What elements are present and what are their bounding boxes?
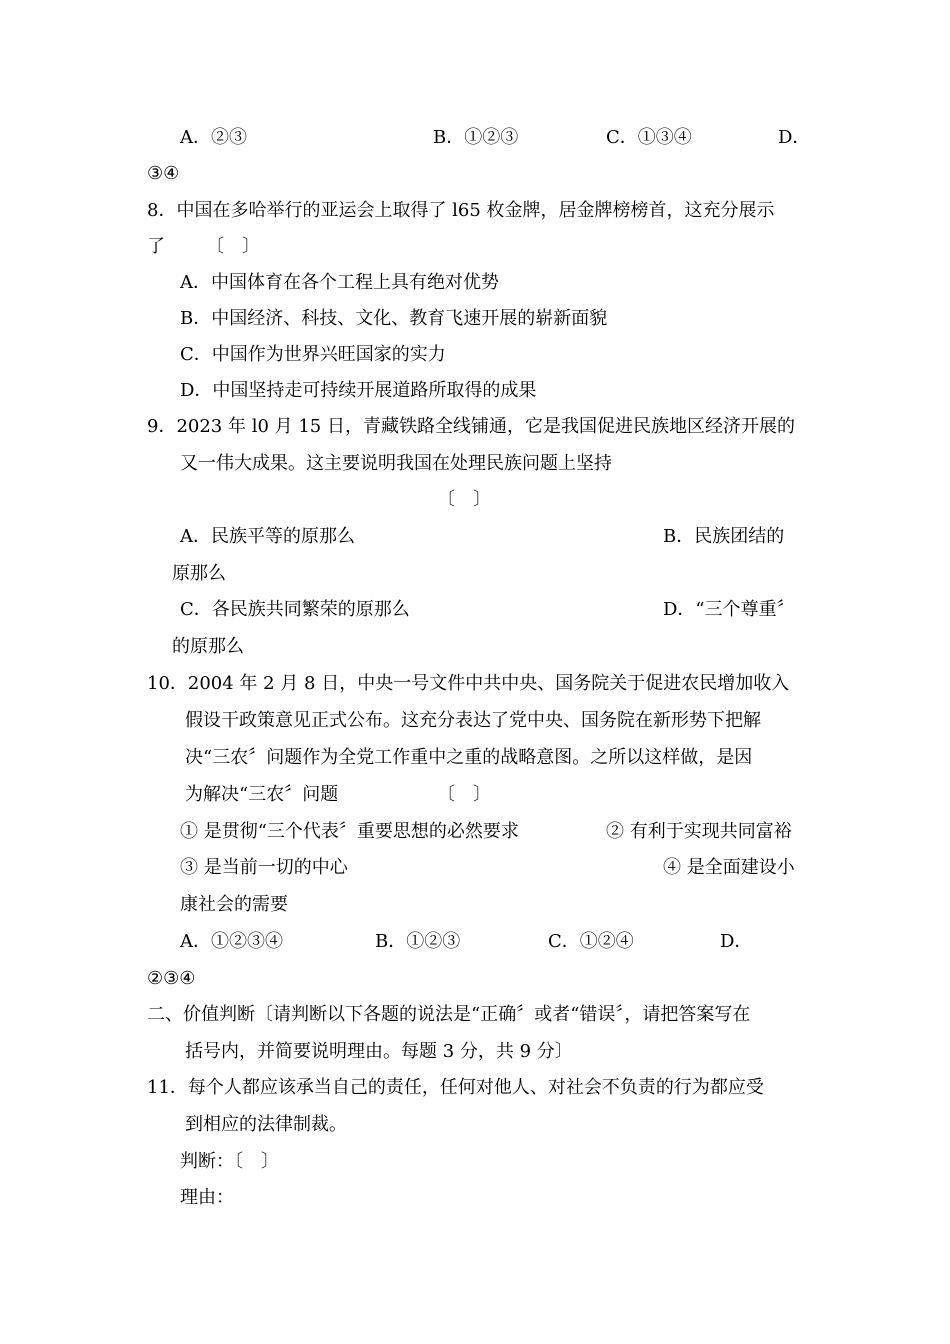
- q10-item-2: ② 有利于实现共同富裕: [606, 821, 792, 842]
- q10-item-1: ① 是贯彻“三个代表〞重要思想的必然要求: [180, 821, 519, 842]
- q10-option-d-value: ②③④: [147, 968, 196, 989]
- q8-stem-line2: 了: [147, 236, 165, 257]
- q9-option-b-cont: 原那么: [172, 563, 226, 584]
- q8-option-a: A．中国体育在各个工程上具有绝对优势: [180, 272, 499, 293]
- q10-answer-paren: 〔 〕: [437, 784, 491, 805]
- q7-option-c: C．①③④: [606, 127, 692, 148]
- q8-stem-line1: 8．中国在多哈举行的亚运会上取得了 l65 枚金牌，居金牌榜榜首，这充分展示: [147, 200, 775, 221]
- q7-option-a: A．②③: [180, 127, 247, 148]
- q8-option-c: C．中国作为世界兴旺国家的实力: [180, 344, 446, 365]
- q10-item-4: ④ 是全面建设小: [663, 857, 795, 878]
- q10-item-3: ③ 是当前一切的中心: [180, 857, 348, 878]
- q7-option-d-label: D．: [778, 127, 811, 148]
- q11-stem-line1: 11．每个人都应该承当自己的责任，任何对他人、对社会不负责的行为都应受: [147, 1077, 764, 1098]
- q8-answer-paren: 〔 〕: [206, 236, 260, 257]
- q9-answer-paren: 〔 〕: [437, 489, 491, 510]
- section2-title-line2: 括号内，并简要说明理由。每题 3 分，共 9 分〕: [185, 1041, 573, 1062]
- q8-option-b: B．中国经济、科技、文化、教育飞速开展的崭新面貌: [180, 308, 608, 329]
- q10-stem-line2: 假设干政策意见正式公布。这充分表达了党中央、国务院在新形势下把解: [185, 710, 761, 731]
- q9-option-a: A．民族平等的原那么: [180, 526, 355, 547]
- q10-item-4-cont: 康社会的需要: [180, 894, 288, 915]
- q10-option-c: C．①②④: [548, 931, 634, 952]
- q10-option-a: A．①②③④: [180, 931, 283, 952]
- q11-judge-label: 判断：〔 〕: [180, 1151, 279, 1172]
- q9-stem-line2: 又一伟大成果。这主要说明我国在处理民族问题上坚持: [180, 453, 612, 474]
- q10-option-b: B．①②③: [375, 931, 461, 952]
- q9-option-d: D．“三个尊重〞: [663, 599, 795, 620]
- q8-option-d: D．中国坚持走可持续开展道路所取得的成果: [180, 380, 537, 401]
- q7-option-d-value: ③④: [147, 163, 180, 184]
- q9-stem-line1: 9．2023 年 l0 月 15 日，青藏铁路全线铺通，它是我国促进民族地区经济开展的: [147, 416, 795, 437]
- q11-reason-label: 理由：: [180, 1187, 234, 1208]
- q10-stem-line4: 为解决“三农〞问题: [185, 784, 339, 805]
- q11-stem-line2: 到相应的法律制裁。: [185, 1114, 347, 1135]
- q10-stem-line1: 10．2004 年 2 月 8 日，中央一号文件中共中央、国务院关于促进农民增加收入: [147, 673, 790, 694]
- section2-title-line1: 二、价值判断〔请判断以下各题的说法是“正确〞或者“错误〞，请把答案写在: [147, 1004, 751, 1025]
- q9-option-d-cont: 的原那么: [172, 636, 244, 657]
- q7-option-b: B．①②③: [433, 127, 519, 148]
- q10-stem-line3: 决“三农〞问题作为全党工作重中之重的战略意图。之所以这样做，是因: [185, 747, 753, 768]
- q9-option-b: B．民族团结的: [663, 526, 785, 547]
- q10-option-d-label: D．: [720, 931, 753, 952]
- q9-option-c: C．各民族共同繁荣的原那么: [180, 599, 410, 620]
